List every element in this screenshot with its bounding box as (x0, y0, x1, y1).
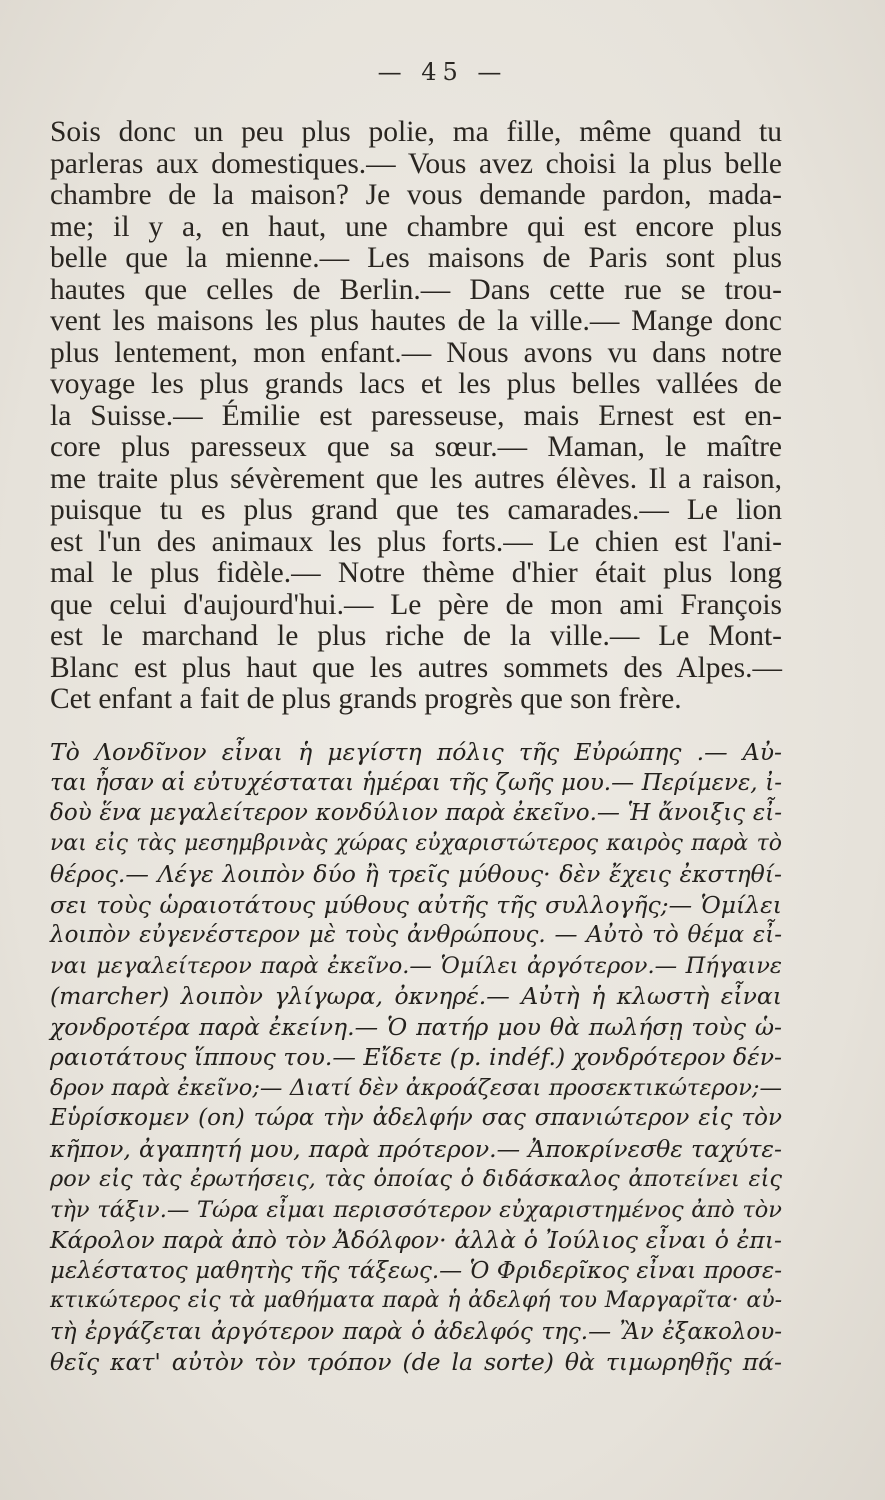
text-line: θεῖς κατ' αὐτὸν τὸν τρόπον (de la sorte) θὰ τιμωρηθῇς πά- (50, 1348, 782, 1376)
text-line: κτικώτερος εἰς τὰ μαθήματα παρὰ ἡ ἀδελφή του Μαργαρῖτα· αὐ- (50, 1288, 782, 1313)
text-line: me; il y a, en haut, une chambre qui est encore plus (50, 210, 782, 243)
text-line: Cet enfant a fait de plus grands progrès que son frère. (50, 683, 682, 715)
text-line: τὴν τάξιν.— Τώρα εἶμαι περισσότερον εὐχαριστημένος ἀπὸ τὸν (50, 1196, 782, 1223)
page-number: — 45 — (377, 58, 508, 86)
text-line: puisque tu es plus grand que tes camarades.— Le lion (50, 494, 782, 526)
text-line: me traite plus sévèrement que les autres élèves. Il a raison, (50, 462, 782, 495)
text-line: est le marchand le plus riche de la ville.— Le Mont- (50, 620, 782, 652)
text-line: θέρος.— Λέγε λοιπὸν δύο ἢ τρεῖς μύθους· δὲν ἔχεις ἐκστηθί- (50, 860, 782, 888)
text-line: voyage les plus grands lacs et les plus belles vallées de (50, 368, 782, 400)
text-line: λοιπὸν εὐγενέστερον μὲ τοὺς ἀνθρώπους. — Αὐτὸ τὸ θέμα εἶ- (50, 922, 782, 948)
text-line: chambre de la maison? Je vous demande pardon, mada- (50, 179, 782, 211)
text-line: ται ἦσαν αἱ εὐτυχέσταται ἡμέραι τῆς ζωῆς μου.— Περίμενε, ἰ- (50, 769, 782, 796)
text-line: (marcher) λοιπὸν γλίγωρα, ὀκνηρέ.— Αὐτὴ ἡ κλωστὴ εἶναι (50, 982, 782, 1010)
text-line: est l'un des animaux les plus forts.— Le chien est l'ani- (50, 525, 782, 558)
text-line: σει τοὺς ὡραιοτάτους μύθους αὐτῆς τῆς συλλογῆς;— Ὁμίλει (50, 890, 782, 919)
text-line: ναι μεγαλείτερον παρὰ ἐκεῖνο.— Ὁμίλει ἀργότερον.— Πήγαινε (50, 952, 782, 979)
text-line: κῆπον, ἀγαπητή μου, παρὰ πρότερον.— Ἀποκρίνεσθε ταχύτε- (50, 1134, 782, 1163)
text-line: plus lentement, mon enfant.— Nous avons vu dans notre (50, 336, 782, 369)
text-line: Τὸ Λονδῖνον εἶναι ἡ μεγίστη πόλις τῆς Εὐρώπης .— Αὐ- (50, 738, 782, 766)
text-line: ραιοτάτους ἵππους του.— Εἴδετε (p. indéf.) χονδρότερον δέν- (50, 1043, 782, 1071)
text-line: Sois donc un peu plus polie, ma fille, même quand tu (50, 116, 782, 148)
text-line: vent les maisons les plus hautes de la ville.— Mange donc (50, 305, 782, 337)
text-line: core plus paresseux que sa sœur.— Maman, le maître (50, 431, 782, 463)
text-line: parleras aux domestiques.— Vous avez choisi la plus belle (50, 147, 782, 180)
text-line: δρον παρὰ ἐκεῖνο;— Διατί δὲν ἀκροάζεσαι προσεκτικώτερον;— (50, 1074, 782, 1101)
text-line: que celui d'aujourd'hui.— Le père de mon ami François (50, 588, 782, 621)
text-line: hautes que celles de Berlin.— Dans cette rue se trou- (50, 273, 782, 306)
text-line: μελέστατος μαθητὴς τῆς τάξεως.— Ὁ Φριδερῖκος εἶναι προσε- (50, 1257, 782, 1284)
text-line: ρον εἰς τὰς ἐρωτήσεις, τὰς ὁποίας ὁ διδάσκαλος ἀποτείνει εἰς (50, 1166, 782, 1192)
text-line: belle que la mienne.— Les maisons de Paris sont plus (50, 242, 782, 274)
text-line: τὴ ἐργάζεται ἀργότερον παρὰ ὁ ἀδελφός της.— Ἂν ἐξακολου- (50, 1318, 782, 1345)
text-line: Blanc est plus haut que les autres sommets des Alpes.— (50, 651, 782, 684)
text-line: la Suisse.— Émilie est paresseuse, mais Ernest est en- (50, 399, 782, 432)
text-line: Εὑρίσκομεν (on) τώρα τὴν ἀδελφήν σας σπανιώτερον εἰς τὸν (50, 1105, 782, 1131)
text-line: mal le plus fidèle.— Notre thème d'hier était plus long (50, 557, 782, 589)
text-line: δοὺ ἕνα μεγαλείτερον κονδύλιον παρὰ ἐκεῖνο.— Ἡ ἄνοιξις εἶ- (50, 800, 782, 826)
text-line: χονδροτέρα παρὰ ἐκείνη.— Ὁ πατήρ μου θὰ πωλήσῃ τοὺς ὡ- (50, 1012, 782, 1041)
text-line: ναι εἰς τὰς μεσημβρινὰς χώρας εὐχαριστώτερος καιρὸς παρὰ τὸ (50, 830, 782, 856)
text-line: Κάρολον παρὰ ἀπὸ τὸν Ἀδόλφον· ἀλλὰ ὁ Ἰούλιος εἶναι ὁ ἐπι- (50, 1226, 782, 1254)
